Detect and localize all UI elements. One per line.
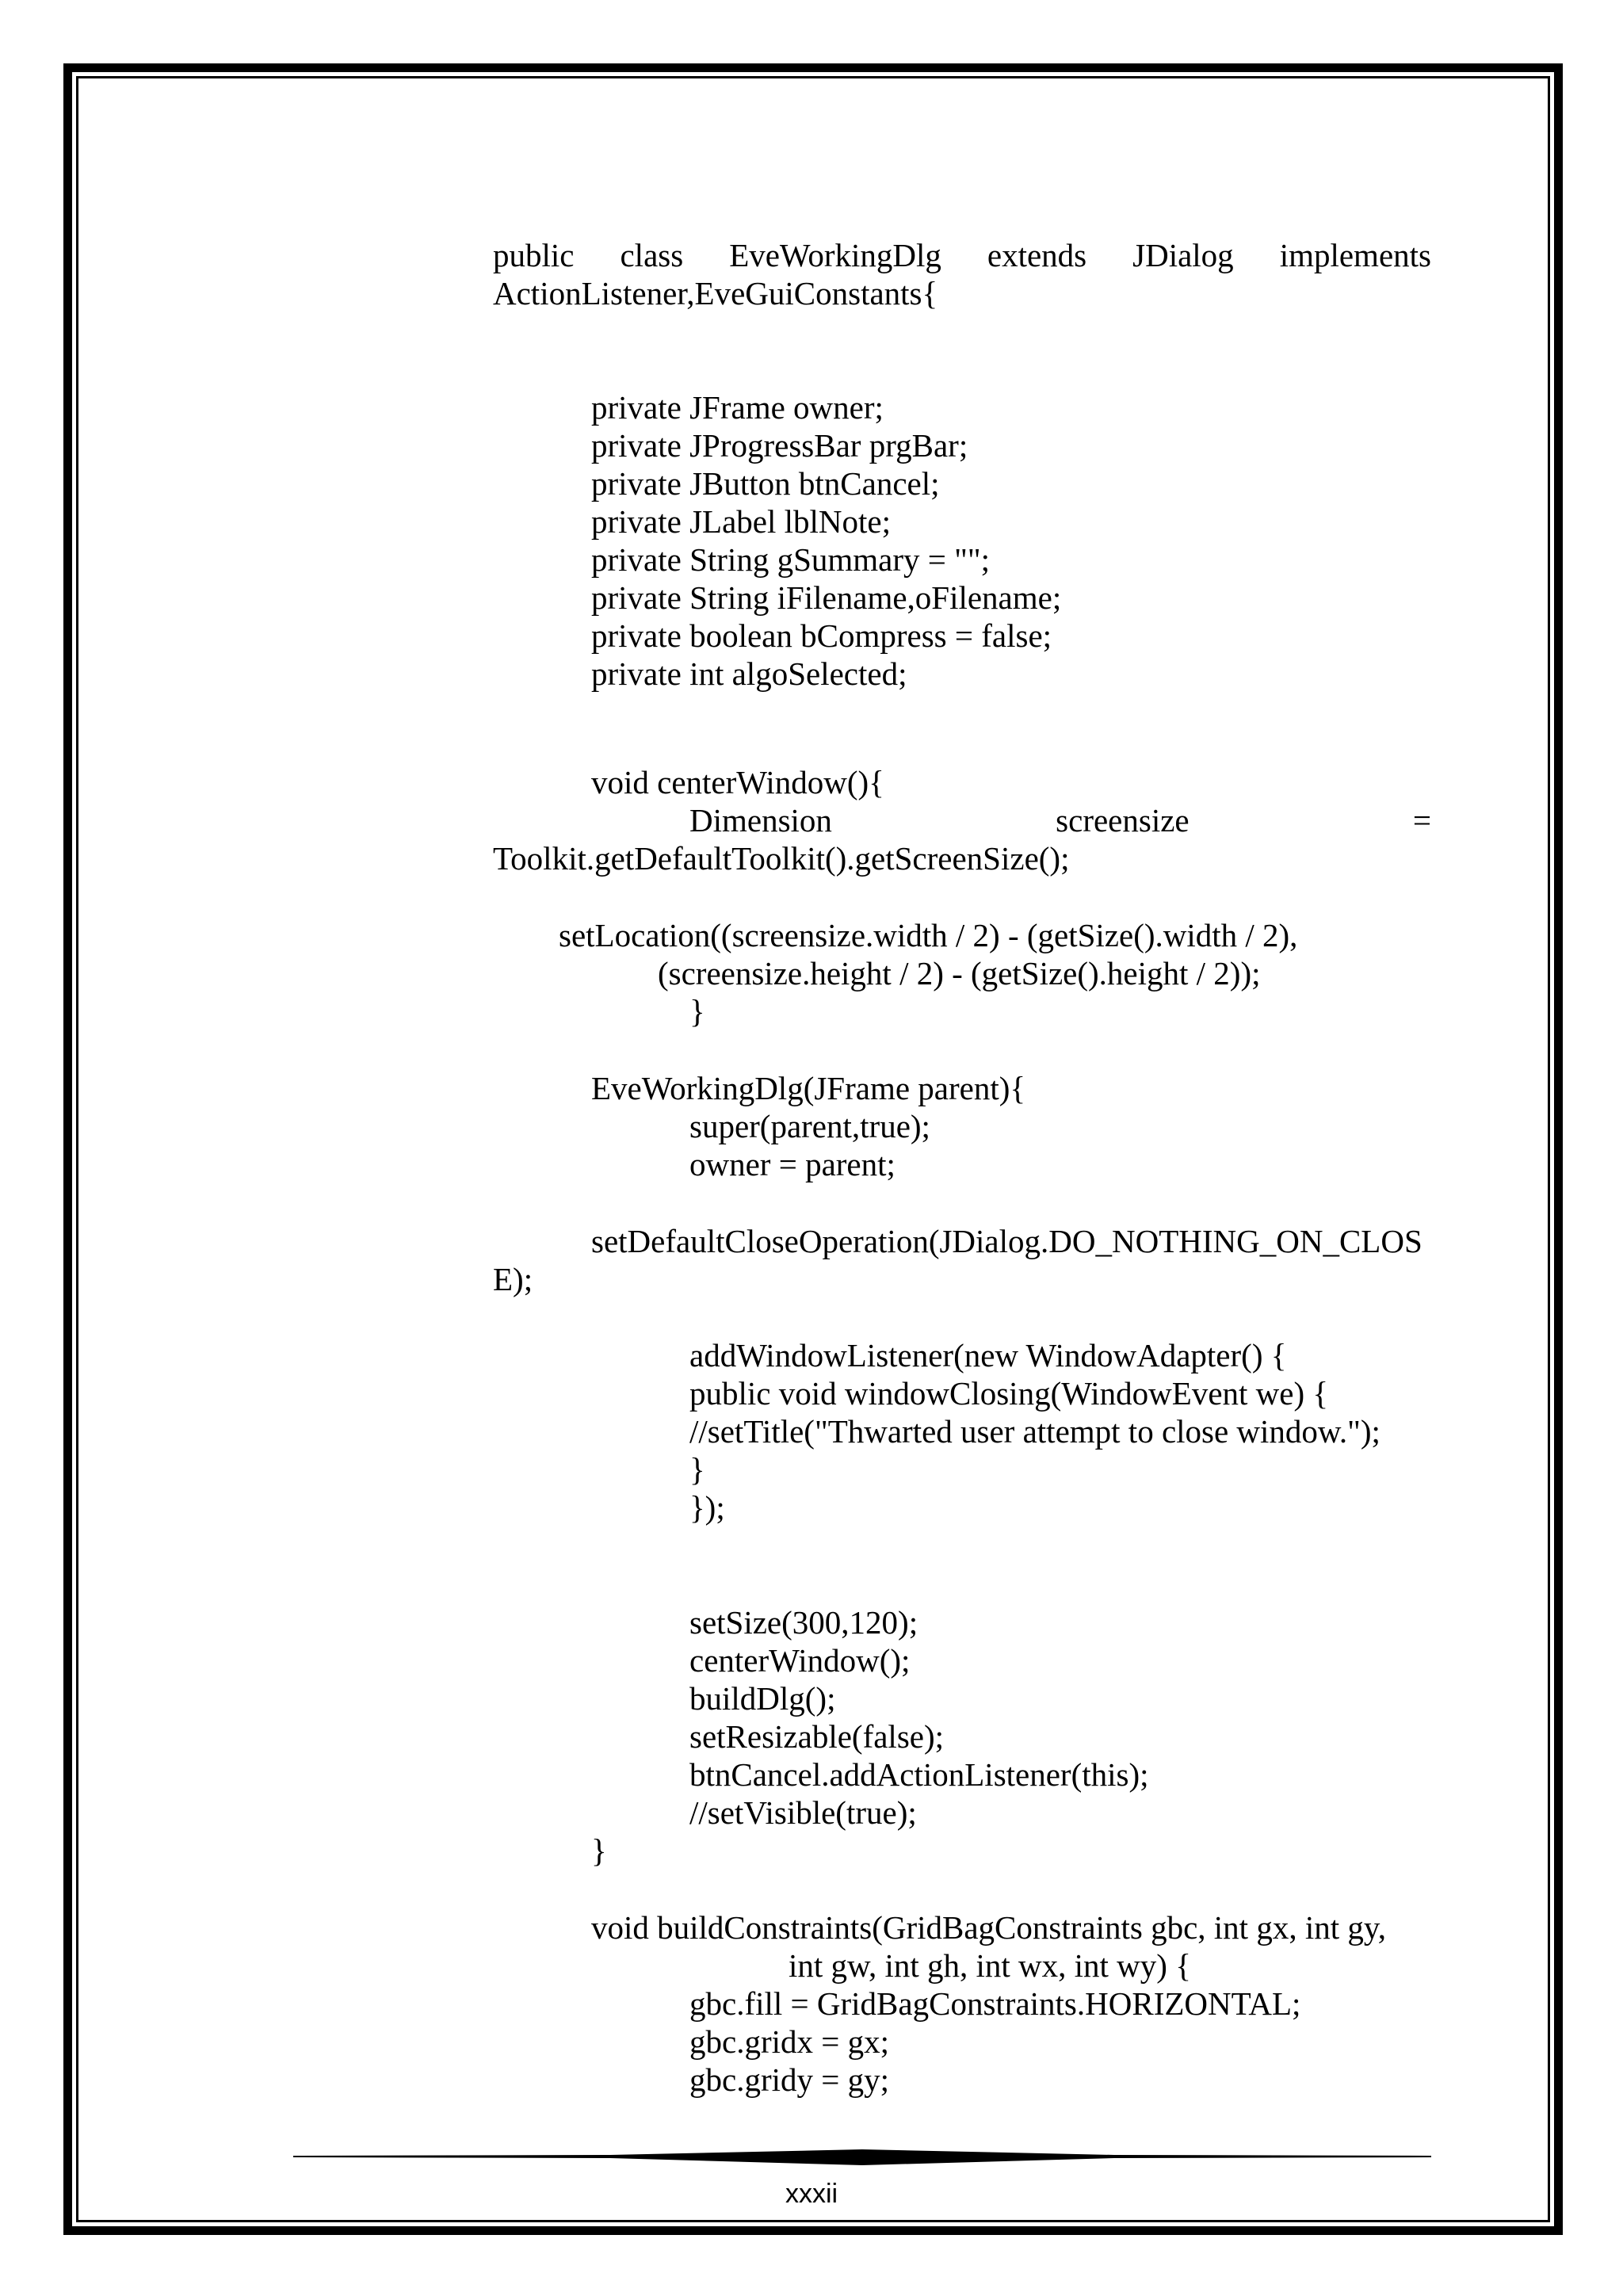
code-word: EveWorkingDlg xyxy=(729,237,941,273)
code-line: E); xyxy=(493,1261,533,1297)
method-signature: void centerWindow(){ xyxy=(591,764,884,800)
field-declaration: private String gSummary = ""; xyxy=(591,541,990,578)
method-signature-continuation: int gw, int gh, int wx, int wy) { xyxy=(789,1947,1191,1984)
code-word: public xyxy=(493,237,575,273)
code-word: = xyxy=(1412,802,1431,839)
field-declaration: private JLabel lblNote; xyxy=(591,503,891,540)
code-line: owner = parent; xyxy=(689,1146,896,1182)
code-line: gbc.gridx = gx; xyxy=(689,2023,890,2060)
code-line: setLocation((screensize.width / 2) - (getSize().width / 2), xyxy=(559,917,1298,953)
field-declaration: private JButton btnCancel; xyxy=(591,465,940,502)
code-word: JDialog xyxy=(1132,237,1234,273)
code-line: (screensize.height / 2) - (getSize().height / 2)); xyxy=(658,955,1261,991)
code-line: setDefaultCloseOperation(JDialog.DO_NOTHING_ON_CLOS xyxy=(591,1223,1423,1259)
closing-brace: } xyxy=(591,1832,607,1869)
field-declaration: private boolean bCompress = false; xyxy=(591,617,1052,654)
field-declaration: private JProgressBar prgBar; xyxy=(591,427,968,464)
code-word: class xyxy=(620,237,684,273)
code-line: buildDlg(); xyxy=(689,1680,836,1717)
code-line: super(parent,true); xyxy=(689,1108,930,1144)
code-comment: //setVisible(true); xyxy=(689,1794,917,1831)
code-line: btnCancel.addActionListener(this); xyxy=(689,1756,1149,1793)
code-line: addWindowListener(new WindowAdapter() { xyxy=(689,1337,1287,1373)
closing-brace: }); xyxy=(689,1489,725,1526)
code-line: Toolkit.getDefaultToolkit().getScreenSize(); xyxy=(493,840,1070,877)
closing-brace: } xyxy=(689,1451,705,1488)
constructor-signature: EveWorkingDlg(JFrame parent){ xyxy=(591,1070,1026,1106)
code-line: setResizable(false); xyxy=(689,1718,945,1755)
code-comment: //setTitle("Thwarted user attempt to close window."); xyxy=(689,1413,1381,1450)
field-declaration: private String iFilename,oFilename; xyxy=(591,579,1062,616)
code-line: setSize(300,120); xyxy=(689,1604,918,1641)
code-line: gbc.gridy = gy; xyxy=(689,2061,890,2098)
class-declaration-line xyxy=(493,236,1431,274)
field-declaration: private int algoSelected; xyxy=(591,655,907,692)
class-declaration-continuation: ActionListener,EveGuiConstants{ xyxy=(493,275,938,311)
closing-brace: } xyxy=(689,993,705,1030)
dimension-line xyxy=(689,801,1431,839)
field-declaration: private JFrame owner; xyxy=(591,389,884,426)
code-line: gbc.fill = GridBagConstraints.HORIZONTAL; xyxy=(689,1985,1301,2022)
code-word: implements xyxy=(1279,237,1431,273)
footer-divider xyxy=(293,2145,1431,2168)
code-line: centerWindow(); xyxy=(689,1642,911,1679)
code-word: Dimension xyxy=(689,802,832,839)
code-word: extends xyxy=(987,237,1087,273)
method-signature: void buildConstraints(GridBagConstraints gbc, int gx, int gy, xyxy=(591,1909,1386,1946)
code-line: public void windowClosing(WindowEvent we) { xyxy=(689,1375,1329,1412)
page-number: xxxii xyxy=(785,2179,838,2209)
code-word: screensize xyxy=(1056,802,1190,839)
